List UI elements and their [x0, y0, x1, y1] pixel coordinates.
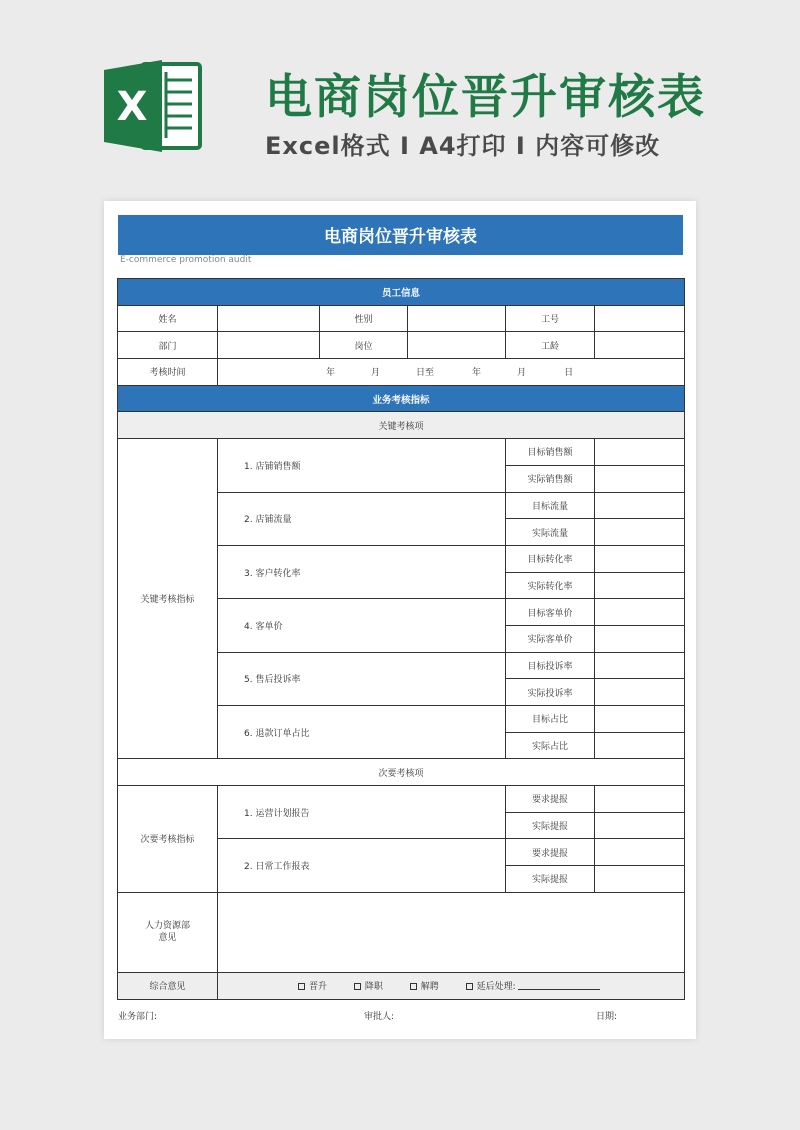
summary-options — [218, 972, 685, 999]
hr-opinion-row — [118, 892, 685, 972]
promotion-form — [117, 278, 685, 1000]
gender-label: 性别 — [320, 305, 408, 332]
period-label: 考核时间 — [118, 359, 218, 386]
key-item-actual-label: 实际转化率 — [506, 572, 595, 599]
business-header-row — [118, 385, 685, 412]
key-item-target-field[interactable] — [595, 439, 685, 466]
key-item-target-field[interactable] — [595, 492, 685, 519]
minor-section-title: 次要考核项 — [118, 759, 685, 786]
table-row — [118, 359, 685, 386]
key-item-actual-label: 实际投诉率 — [506, 679, 595, 706]
key-item-name: 3. 客户转化率 — [218, 545, 506, 598]
employee-info-header-row — [118, 279, 685, 306]
document-subtitle: E-commerce promotion audit — [120, 255, 252, 265]
banner-title: 电商岗位晋升审核表 — [265, 70, 706, 125]
name-label: 姓名 — [118, 305, 218, 332]
gender-field[interactable] — [408, 305, 506, 332]
minor-item-actual-field[interactable] — [595, 812, 685, 839]
name-field[interactable] — [218, 305, 320, 332]
department-field[interactable] — [218, 332, 320, 359]
postpone-option[interactable] — [466, 979, 600, 992]
period-year1: 年 — [326, 368, 336, 379]
employee-id-field[interactable] — [595, 305, 685, 332]
period-month1: 月 — [371, 368, 381, 379]
minor-item-target-field[interactable] — [595, 839, 685, 866]
table-row — [118, 332, 685, 359]
key-item-target-field[interactable] — [595, 599, 685, 626]
minor-item-name: 1. 运营计划报告 — [218, 786, 506, 839]
seniority-field[interactable] — [595, 332, 685, 359]
key-item-actual-field[interactable] — [595, 732, 685, 759]
key-item-actual-label: 实际流量 — [506, 519, 595, 546]
position-label: 岗位 — [320, 332, 408, 359]
key-item-name: 1. 店铺销售额 — [218, 439, 506, 492]
table-row — [118, 305, 685, 332]
promote-label: 晋升 — [309, 982, 328, 993]
key-item-target-label: 目标转化率 — [506, 545, 595, 572]
key-section-title: 关键考核项 — [118, 412, 685, 439]
table-row — [118, 786, 685, 813]
footer-department: 业务部门: — [118, 1012, 158, 1022]
department-label: 部门 — [118, 332, 218, 359]
business-header: 业务考核指标 — [118, 385, 685, 412]
minor-item-name: 2. 日常工作报表 — [218, 839, 506, 892]
employee-id-label: 工号 — [506, 305, 595, 332]
key-item-actual-field[interactable] — [595, 519, 685, 546]
key-item-target-label: 目标客单价 — [506, 599, 595, 626]
minor-item-target-field[interactable] — [595, 786, 685, 813]
dismiss-label: 解聘 — [420, 982, 439, 993]
key-item-target-label: 目标投诉率 — [506, 652, 595, 679]
key-item-name: 2. 店铺流量 — [218, 492, 506, 545]
promote-option[interactable] — [298, 979, 327, 992]
minor-section-row — [118, 759, 685, 786]
dismiss-checkbox[interactable] — [410, 983, 417, 990]
footer-approver: 审批人: — [364, 1012, 395, 1022]
key-item-actual-field[interactable] — [595, 679, 685, 706]
key-item-target-label: 目标流量 — [506, 492, 595, 519]
period-field[interactable] — [218, 359, 685, 386]
minor-indicators-label: 次要考核指标 — [118, 786, 218, 893]
key-item-actual-label: 实际占比 — [506, 732, 595, 759]
promote-checkbox[interactable] — [298, 983, 305, 990]
minor-item-actual-label: 实际提报 — [506, 812, 595, 839]
key-item-name: 4. 客单价 — [218, 599, 506, 652]
hr-opinion-label: 人力资源部 意见 — [118, 892, 218, 972]
banner-subtitle: Excel格式 I A4打印 I 内容可修改 — [265, 132, 661, 160]
key-item-actual-label: 实际客单价 — [506, 625, 595, 652]
summary-label: 综合意见 — [118, 972, 218, 999]
key-item-actual-field[interactable] — [595, 465, 685, 492]
postpone-reason-field[interactable] — [518, 982, 600, 990]
demote-label: 降职 — [364, 982, 383, 993]
period-month2: 月 — [517, 368, 527, 379]
seniority-label: 工龄 — [506, 332, 595, 359]
position-field[interactable] — [408, 332, 506, 359]
key-item-name: 6. 退款订单占比 — [218, 706, 506, 759]
document-title: 电商岗位晋升审核表 — [118, 215, 683, 253]
key-item-actual-label: 实际销售额 — [506, 465, 595, 492]
minor-item-actual-field[interactable] — [595, 866, 685, 893]
key-section-row — [118, 412, 685, 439]
demote-option[interactable] — [354, 979, 383, 992]
document-page — [104, 201, 696, 1039]
footer-date: 日期: — [596, 1012, 618, 1022]
minor-item-actual-label: 实际提报 — [506, 866, 595, 893]
demote-checkbox[interactable] — [354, 983, 361, 990]
key-item-actual-field[interactable] — [595, 625, 685, 652]
key-item-target-label: 目标占比 — [506, 706, 595, 733]
employee-info-header: 员工信息 — [118, 279, 685, 306]
table-row — [118, 439, 685, 466]
key-item-target-field[interactable] — [595, 706, 685, 733]
excel-logo-icon — [104, 58, 204, 154]
period-year2: 年 — [472, 368, 482, 379]
summary-row — [118, 972, 685, 999]
key-item-target-field[interactable] — [595, 652, 685, 679]
svg-text:X: X — [116, 84, 148, 130]
hr-opinion-field[interactable] — [218, 892, 685, 972]
minor-item-target-label: 要求提报 — [506, 786, 595, 813]
key-item-target-field[interactable] — [595, 545, 685, 572]
key-item-name: 5. 售后投诉率 — [218, 652, 506, 705]
key-indicators-label: 关键考核指标 — [118, 439, 218, 759]
key-item-actual-field[interactable] — [595, 572, 685, 599]
key-item-target-label: 目标销售额 — [506, 439, 595, 466]
postpone-label: 延后处理: — [476, 982, 516, 993]
period-day-to: 日至 — [416, 368, 435, 379]
postpone-checkbox[interactable] — [466, 983, 473, 990]
minor-item-target-label: 要求提报 — [506, 839, 595, 866]
period-day2: 日 — [564, 368, 574, 379]
dismiss-option[interactable] — [410, 979, 439, 992]
